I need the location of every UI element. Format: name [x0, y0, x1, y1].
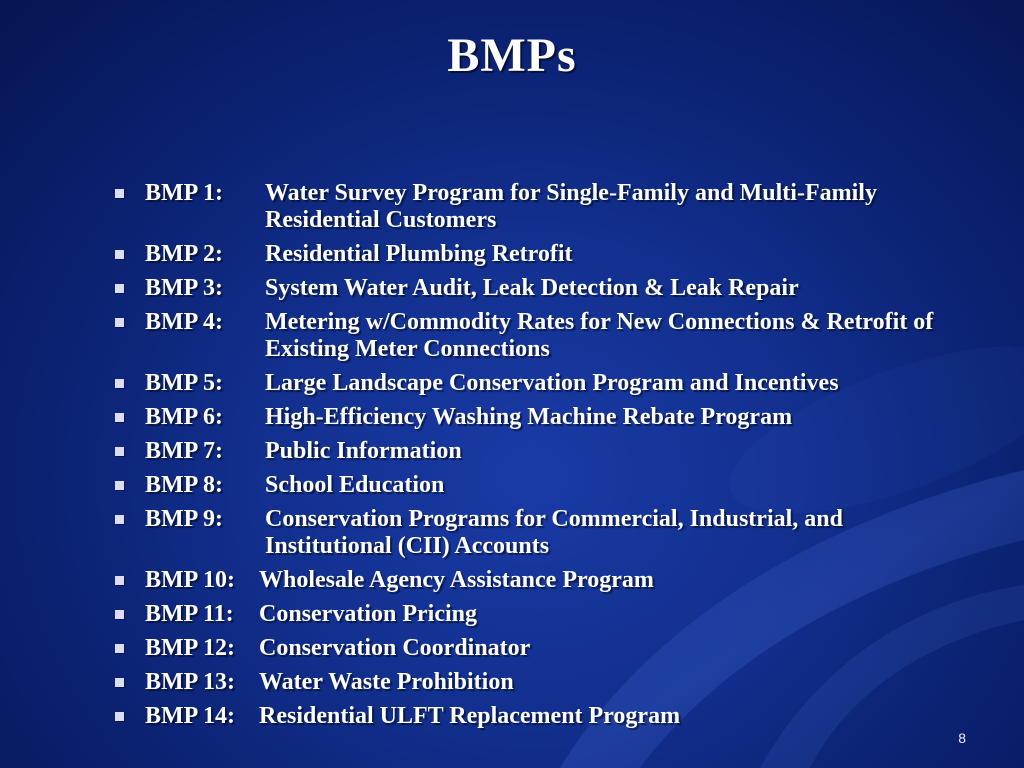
bmp-description: System Water Audit, Leak Detection & Leak Repair	[265, 275, 799, 301]
bmp-description: High-Efficiency Washing Machine Rebate Program	[265, 404, 793, 430]
square-bullet-icon	[115, 712, 124, 721]
bmp-label: BMP 7:	[145, 438, 223, 464]
square-bullet-icon	[115, 318, 124, 327]
list-item	[115, 180, 975, 234]
bmp-description: Conservation Programs for Commercial, Industrial, and Institutional (CII) Accounts	[265, 506, 843, 559]
bmp-description: Residential Plumbing Retrofit	[265, 241, 573, 267]
bmp-label: BMP 13:	[145, 669, 235, 695]
bmp-label: BMP 5:	[145, 370, 223, 396]
square-bullet-icon	[115, 379, 124, 388]
bmp-label: BMP 12:	[145, 635, 235, 661]
bmp-description: Water Survey Program for Single-Family and Multi-Family Residential Customers	[265, 180, 877, 233]
list-item	[115, 370, 975, 397]
square-bullet-icon	[115, 576, 124, 585]
bmp-label: BMP 4:	[145, 309, 223, 335]
square-bullet-icon	[115, 284, 124, 293]
bmp-label: BMP 14:	[145, 703, 235, 729]
list-item	[115, 309, 975, 363]
slide-title: BMPs	[447, 29, 577, 82]
list-item	[115, 703, 975, 730]
bmp-label: BMP 3:	[145, 275, 223, 301]
bmp-label: BMP 1:	[145, 180, 223, 206]
bmp-label: BMP 6:	[145, 404, 223, 430]
list-item	[115, 567, 975, 594]
list-item	[115, 438, 975, 465]
list-item	[115, 635, 975, 662]
square-bullet-icon	[115, 413, 124, 422]
list-item	[115, 472, 975, 499]
list-item	[115, 669, 975, 696]
bmp-description: Public Information	[265, 438, 462, 464]
bmp-description: Conservation Pricing	[259, 601, 477, 627]
bmp-label: BMP 9:	[145, 506, 223, 532]
square-bullet-icon	[115, 515, 124, 524]
list-item	[115, 601, 975, 628]
bmp-label: BMP 10:	[145, 567, 235, 593]
bmp-label: BMP 11:	[145, 601, 234, 627]
bmp-label: BMP 2:	[145, 241, 223, 267]
bmp-description: School Education	[265, 472, 445, 498]
square-bullet-icon	[115, 447, 124, 456]
bmp-description: Wholesale Agency Assistance Program	[259, 567, 654, 593]
square-bullet-icon	[115, 250, 124, 259]
bmp-description: Metering w/Commodity Rates for New Connections & Retrofit of Existing Meter Connections	[265, 309, 934, 362]
list-item	[115, 241, 975, 268]
list-item	[115, 506, 975, 560]
bmp-description: Water Waste Prohibition	[259, 669, 514, 695]
bmp-list	[115, 180, 975, 737]
list-item	[115, 275, 975, 302]
square-bullet-icon	[115, 189, 124, 198]
list-item	[115, 404, 975, 431]
square-bullet-icon	[115, 610, 124, 619]
square-bullet-icon	[115, 644, 124, 653]
square-bullet-icon	[115, 481, 124, 490]
square-bullet-icon	[115, 678, 124, 687]
bmp-description: Large Landscape Conservation Program and Incentives	[265, 370, 839, 396]
bmp-label: BMP 8:	[145, 472, 223, 498]
bmp-description: Conservation Coordinator	[259, 635, 531, 661]
page-number: 8	[958, 730, 966, 746]
bmp-description: Residential ULFT Replacement Program	[259, 703, 681, 729]
